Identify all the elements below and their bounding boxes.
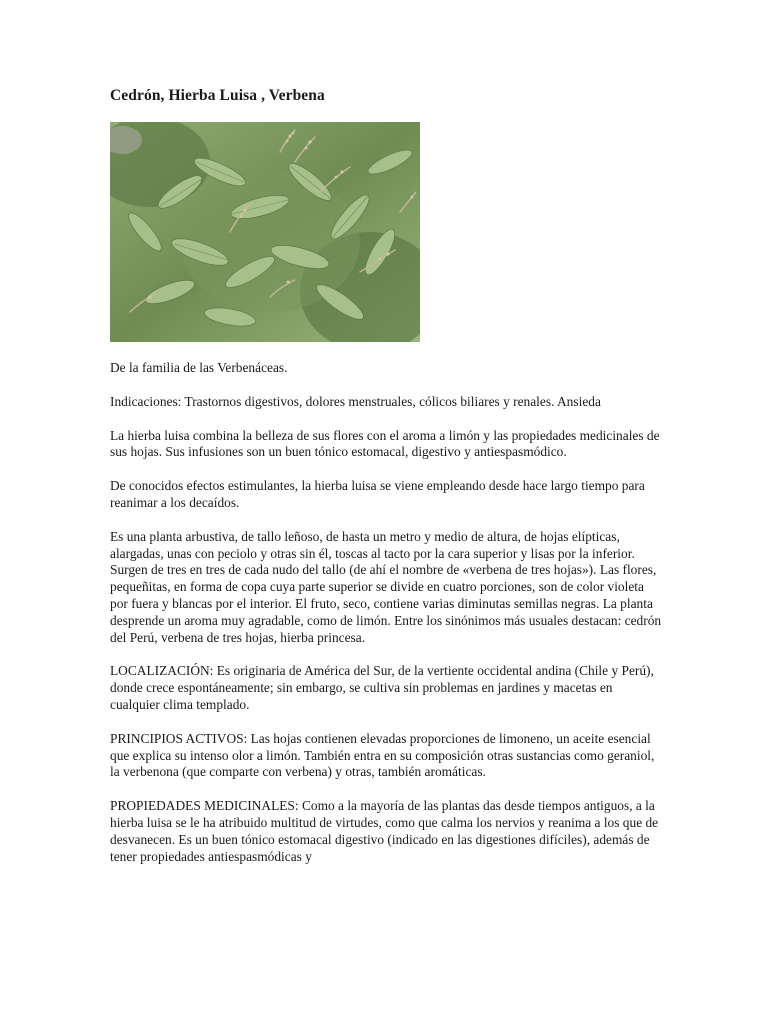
paragraph-effects: De conocidos efectos estimulantes, la hierba luisa se viene empleando desde hace largo tiempo para reanimar a los decaídos. — [110, 478, 645, 510]
paragraph-active-principles: PRINCIPIOS ACTIVOS: Las hojas contienen elevadas proporciones de limoneno, un aceite esencial que explica su intenso olor a limón. También entra en su composición otras sustancias como geraniol, la verbenona (que comparte con verbena) y otras, también aromáticas. — [110, 730, 655, 780]
plant-photo-illustration — [110, 122, 420, 342]
paragraph-location: LOCALIZACIÓN: Es originaria de América del Sur, de la vertiente occidental andina (Chile y Perú), donde crece espontáneamente; sin embargo, se cultiva sin problemas en jardines y macetas en cualquier clima templado. — [110, 663, 654, 712]
plant-photo — [110, 122, 420, 342]
paragraph-medicinal-properties: PROPIEDADES MEDICINALES: Como a la mayoría de las plantas das desde tiempos antiguos, a la hierba luisa se le ha atribuido multitud de virtudes, como que calma los nervios y reanima a los que de desvanecen. Es un buen tónico estomacal digestivo (indicado en las digestiones difíciles), además de tener propiedades antiespasmódicas y — [110, 798, 659, 864]
paragraph-description: Es una planta arbustiva, de tallo leñoso, de hasta un metro y medio de altura, de hojas elípticas, alargadas, unas con peciolo y otras sin él, toscas al tacto por la cara superior y lisas por la inferior. Surgen de tres en tres de cada nudo del tallo (de ahí el nombre de «verbena de tres hojas»). Las flores, pequeñitas, en forma de copa cuya parte superior se divide en cuatro porciones, son de color violeta por fuera y blancas por el interior. El fruto, seco, contiene varias diminutas semillas negras. La planta desprende un aroma muy agradable, como de limón. Entre los sinónimos más usuales destacan: cedrón del Perú, verbena de tres hojas, hierba princesa. — [110, 528, 662, 645]
paragraph-combines: La hierba luisa combina la belleza de sus flores con el aroma a limón y las propiedades medicinales de sus hojas. Sus infusiones son un buen tónico estomacal, digestivo y antiespasmódico. — [110, 427, 660, 460]
paragraph-indications: Indicaciones: Trastornos digestivos, dolores menstruales, cólicos biliares y renales. Ansieda — [110, 393, 601, 409]
document-page — [110, 86, 662, 865]
document-title: Cedrón, Hierba Luisa , Verbena — [110, 87, 325, 104]
paragraph-family: De la familia de las Verbenáceas. — [110, 360, 288, 375]
